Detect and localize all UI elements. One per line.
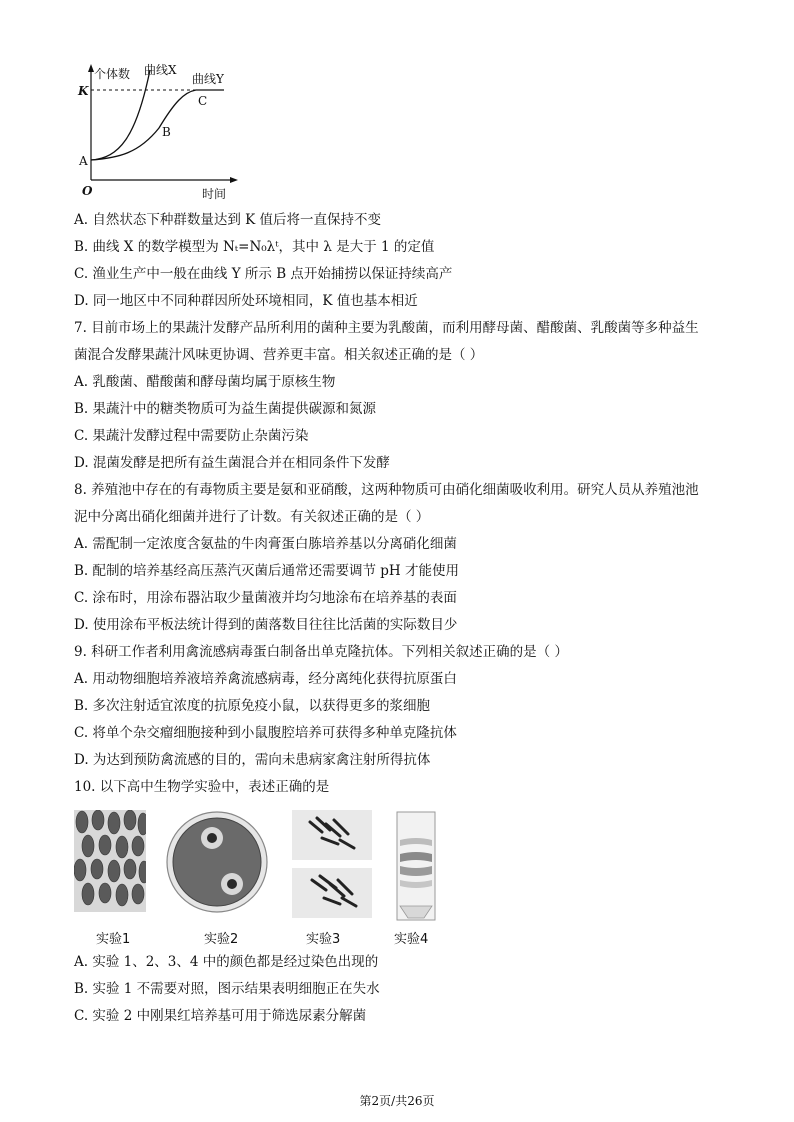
page-footer: 第2页/共26页	[359, 1094, 435, 1108]
q7-stem-line1: 7. 目前市场上的果蔬汁发酵产品所利用的菌种主要为乳酸菌，而利用酵母菌、醋酸菌、乳酸菌等多种益生	[74, 320, 699, 336]
point-b-label: B	[162, 125, 171, 139]
q8-option-a: A. 需配制一定浓度含氨盐的牛肉膏蛋白胨培养基以分离硝化细菌	[74, 536, 457, 552]
experiment-3-label: 实验3	[306, 932, 341, 947]
curve-x-label: 曲线X	[144, 63, 177, 77]
curve-y-label: 曲线Y	[192, 72, 224, 86]
q8-stem-line1: 8. 养殖池中存在的有毒物质主要是氨和亚硝酸，这两种物质可由硝化细菌吸收利用。研究人员从养殖池池	[74, 482, 699, 498]
q6-option-b: B. 曲线 X 的数学模型为 Nₜ=N₀λᵗ，其中 λ 是大于 1 的定值	[74, 239, 435, 255]
x-axis-label: 时间	[202, 187, 227, 201]
point-c-label: C	[198, 94, 208, 108]
experiment-4-image	[394, 810, 438, 922]
q7-option-d: D. 混菌发酵是把所有益生菌混合并在相同条件下发酵	[74, 455, 390, 471]
q9-option-c: C. 将单个杂交瘤细胞接种到小鼠腹腔培养可获得多种单克隆抗体	[74, 725, 457, 741]
point-a-label: A	[79, 154, 88, 168]
q8-option-c: C. 涂布时，用涂布器沾取少量菌液并均匀地涂布在培养基的表面	[74, 590, 457, 606]
q7-option-c: C. 果蔬汁发酵过程中需要防止杂菌污染	[74, 428, 309, 444]
k-label: K	[78, 84, 89, 98]
population-growth-graph	[74, 58, 244, 203]
experiment-2-label: 实验2	[204, 932, 239, 947]
q10-option-a: A. 实验 1、2、3、4 中的颜色都是经过染色出现的	[74, 954, 379, 970]
experiment-4-label: 实验4	[394, 932, 429, 947]
q9-stem: 9. 科研工作者利用禽流感病毒蛋白制备出单克隆抗体。下列相关叙述正确的是（ ）	[74, 644, 568, 660]
q9-option-a: A. 用动物细胞培养液培养禽流感病毒，经分离纯化获得抗原蛋白	[74, 671, 457, 687]
y-axis-label: 个体数	[94, 67, 131, 81]
q10-stem: 10. 以下高中生物学实验中，表述正确的是	[74, 779, 330, 795]
q10-option-c: C. 实验 2 中刚果红培养基可用于筛选尿素分解菌	[74, 1008, 367, 1024]
origin-label: O	[82, 184, 93, 198]
q8-option-b: B. 配制的培养基经高压蒸汽灭菌后通常还需要调节 pH 才能使用	[74, 563, 459, 579]
q7-stem-line2: 菌混合发酵果蔬汁风味更协调、营养更丰富。相关叙述正确的是（ ）	[74, 347, 484, 363]
experiment-1-image	[74, 810, 146, 912]
q9-option-b: B. 多次注射适宜浓度的抗原免疫小鼠，以获得更多的浆细胞	[74, 698, 431, 714]
q7-option-a: A. 乳酸菌、醋酸菌和酵母菌均属于原核生物	[74, 374, 336, 390]
q7-option-b: B. 果蔬汁中的糖类物质可为益生菌提供碳源和氮源	[74, 401, 377, 417]
q6-option-c: C. 渔业生产中一般在曲线 Y 所示 B 点开始捕捞以保证持续高产	[74, 266, 453, 282]
curve-x	[91, 70, 150, 160]
x-axis-arrow	[230, 177, 238, 183]
q10-option-b: B. 实验 1 不需要对照，图示结果表明细胞正在失水	[74, 981, 380, 997]
q6-option-a: A. 自然状态下种群数量达到 K 值后将一直保持不变	[74, 212, 381, 228]
q8-option-d: D. 使用涂布平板法统计得到的菌落数目往往比活菌的实际数目少	[74, 617, 458, 633]
experiment-1-label: 实验1	[96, 932, 131, 947]
q8-stem-line2: 泥中分离出硝化细菌并进行了计数。有关叙述正确的是（ ）	[74, 509, 430, 525]
q6-option-d: D. 同一地区中不同种群因所处环境相同，K 值也基本相近	[74, 293, 418, 309]
q9-option-d: D. 为达到预防禽流感的目的，需向未患病家禽注射所得抗体	[74, 752, 431, 768]
experiment-3-image	[292, 810, 372, 918]
experiment-2-image	[164, 810, 270, 914]
